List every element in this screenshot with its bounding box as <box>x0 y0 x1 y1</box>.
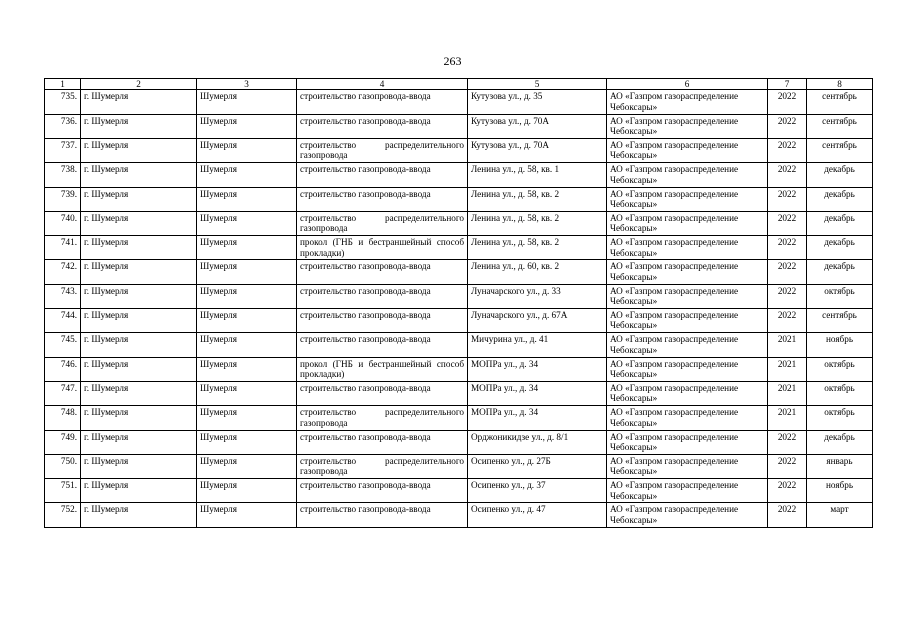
work-type-cell: строительство газопровода-ввода <box>297 114 468 138</box>
municipality-cell: г. Шумерля <box>81 139 197 163</box>
year-cell: 2021 <box>768 381 807 405</box>
organization-cell: АО «Газпром газораспределение Чебоксары» <box>607 454 768 478</box>
month-cell: ноябрь <box>807 333 873 357</box>
locality-cell: Шумерля <box>197 139 297 163</box>
month-cell: декабрь <box>807 236 873 260</box>
row-number: 739. <box>45 187 81 211</box>
address-cell: Ленина ул., д. 58, кв. 2 <box>468 211 607 235</box>
row-number: 743. <box>45 284 81 308</box>
address-cell: Мичурина ул., д. 41 <box>468 333 607 357</box>
year-cell: 2021 <box>768 333 807 357</box>
month-cell: сентябрь <box>807 90 873 114</box>
address-cell: Осипенко ул., д. 37 <box>468 479 607 503</box>
organization-cell: АО «Газпром газораспределение Чебоксары» <box>607 503 768 527</box>
row-number: 752. <box>45 503 81 527</box>
work-type-cell: строительство распределительного газопровода <box>297 406 468 430</box>
locality-cell: Шумерля <box>197 333 297 357</box>
municipality-cell: г. Шумерля <box>81 260 197 284</box>
month-cell: ноябрь <box>807 479 873 503</box>
row-number: 746. <box>45 357 81 381</box>
municipality-cell: г. Шумерля <box>81 430 197 454</box>
month-cell: октябрь <box>807 381 873 405</box>
table-row <box>45 309 873 333</box>
locality-cell: Шумерля <box>197 163 297 187</box>
work-type-cell: строительство газопровода-ввода <box>297 381 468 405</box>
month-cell: декабрь <box>807 260 873 284</box>
address-cell: МОПРа ул., д. 34 <box>468 381 607 405</box>
year-cell: 2021 <box>768 357 807 381</box>
locality-cell: Шумерля <box>197 211 297 235</box>
work-type-cell: строительство газопровода-ввода <box>297 187 468 211</box>
address-cell: Ленина ул., д. 58, кв. 2 <box>468 187 607 211</box>
locality-cell: Шумерля <box>197 284 297 308</box>
municipality-cell: г. Шумерля <box>81 114 197 138</box>
row-number: 750. <box>45 454 81 478</box>
municipality-cell: г. Шумерля <box>81 163 197 187</box>
work-type-cell: строительство распределительного газопровода <box>297 454 468 478</box>
table-row <box>45 454 873 478</box>
work-type-cell: строительство газопровода-ввода <box>297 260 468 284</box>
municipality-cell: г. Шумерля <box>81 333 197 357</box>
table-row <box>45 406 873 430</box>
column-header-4: 4 <box>297 79 468 90</box>
month-cell: сентябрь <box>807 139 873 163</box>
locality-cell: Шумерля <box>197 90 297 114</box>
row-number: 745. <box>45 333 81 357</box>
organization-cell: АО «Газпром газораспределение Чебоксары» <box>607 187 768 211</box>
locality-cell: Шумерля <box>197 260 297 284</box>
row-number: 742. <box>45 260 81 284</box>
work-type-cell: строительство газопровода-ввода <box>297 90 468 114</box>
municipality-cell: г. Шумерля <box>81 211 197 235</box>
table-row <box>45 381 873 405</box>
locality-cell: Шумерля <box>197 406 297 430</box>
row-number: 735. <box>45 90 81 114</box>
year-cell: 2022 <box>768 479 807 503</box>
year-cell: 2022 <box>768 236 807 260</box>
table-row <box>45 236 873 260</box>
municipality-cell: г. Шумерля <box>81 90 197 114</box>
row-number: 736. <box>45 114 81 138</box>
organization-cell: АО «Газпром газораспределение Чебоксары» <box>607 430 768 454</box>
row-number: 737. <box>45 139 81 163</box>
address-cell: Орджоникидзе ул., д. 8/1 <box>468 430 607 454</box>
municipality-cell: г. Шумерля <box>81 236 197 260</box>
locality-cell: Шумерля <box>197 236 297 260</box>
table-row <box>45 503 873 527</box>
address-cell: Луначарского ул., д. 33 <box>468 284 607 308</box>
month-cell: декабрь <box>807 430 873 454</box>
table-row <box>45 357 873 381</box>
municipality-cell: г. Шумерля <box>81 357 197 381</box>
address-cell: МОПРа ул., д. 34 <box>468 406 607 430</box>
work-type-cell: прокол (ГНБ и бестраншейный способ прокладки) <box>297 236 468 260</box>
month-cell: сентябрь <box>807 309 873 333</box>
municipality-cell: г. Шумерля <box>81 381 197 405</box>
municipality-cell: г. Шумерля <box>81 503 197 527</box>
locality-cell: Шумерля <box>197 479 297 503</box>
year-cell: 2022 <box>768 309 807 333</box>
month-cell: сентябрь <box>807 114 873 138</box>
table-row <box>45 430 873 454</box>
locality-cell: Шумерля <box>197 357 297 381</box>
work-type-cell: строительство распределительного газопровода <box>297 211 468 235</box>
gasification-table <box>44 78 873 528</box>
year-cell: 2022 <box>768 211 807 235</box>
column-header-7: 7 <box>768 79 807 90</box>
locality-cell: Шумерля <box>197 381 297 405</box>
address-cell: МОПРа ул., д. 34 <box>468 357 607 381</box>
table-row <box>45 479 873 503</box>
table-row <box>45 333 873 357</box>
column-header-2: 2 <box>81 79 197 90</box>
row-number: 751. <box>45 479 81 503</box>
address-cell: Ленина ул., д. 58, кв. 2 <box>468 236 607 260</box>
work-type-cell: строительство газопровода-ввода <box>297 309 468 333</box>
locality-cell: Шумерля <box>197 114 297 138</box>
municipality-cell: г. Шумерля <box>81 406 197 430</box>
address-cell: Ленина ул., д. 58, кв. 1 <box>468 163 607 187</box>
organization-cell: АО «Газпром газораспределение Чебоксары» <box>607 114 768 138</box>
table-row <box>45 114 873 138</box>
year-cell: 2022 <box>768 90 807 114</box>
month-cell: октябрь <box>807 284 873 308</box>
organization-cell: АО «Газпром газораспределение Чебоксары» <box>607 139 768 163</box>
organization-cell: АО «Газпром газораспределение Чебоксары» <box>607 236 768 260</box>
month-cell: октябрь <box>807 357 873 381</box>
table-row <box>45 187 873 211</box>
organization-cell: АО «Газпром газораспределение Чебоксары» <box>607 260 768 284</box>
year-cell: 2022 <box>768 284 807 308</box>
address-cell: Кутузова ул., д. 70А <box>468 114 607 138</box>
column-header-1: 1 <box>45 79 81 90</box>
locality-cell: Шумерля <box>197 309 297 333</box>
year-cell: 2021 <box>768 406 807 430</box>
year-cell: 2022 <box>768 503 807 527</box>
work-type-cell: строительство газопровода-ввода <box>297 430 468 454</box>
organization-cell: АО «Газпром газораспределение Чебоксары» <box>607 357 768 381</box>
locality-cell: Шумерля <box>197 187 297 211</box>
month-cell: декабрь <box>807 211 873 235</box>
address-cell: Луначарского ул., д. 67А <box>468 309 607 333</box>
work-type-cell: строительство распределительного газопровода <box>297 139 468 163</box>
year-cell: 2022 <box>768 454 807 478</box>
organization-cell: АО «Газпром газораспределение Чебоксары» <box>607 284 768 308</box>
organization-cell: АО «Газпром газораспределение Чебоксары» <box>607 479 768 503</box>
locality-cell: Шумерля <box>197 454 297 478</box>
municipality-cell: г. Шумерля <box>81 187 197 211</box>
column-header-8: 8 <box>807 79 873 90</box>
year-cell: 2022 <box>768 430 807 454</box>
organization-cell: АО «Газпром газораспределение Чебоксары» <box>607 406 768 430</box>
year-cell: 2022 <box>768 114 807 138</box>
month-cell: январь <box>807 454 873 478</box>
municipality-cell: г. Шумерля <box>81 284 197 308</box>
table-row <box>45 211 873 235</box>
row-number: 740. <box>45 211 81 235</box>
table-row <box>45 163 873 187</box>
municipality-cell: г. Шумерля <box>81 309 197 333</box>
header-row <box>45 79 873 90</box>
table-row <box>45 90 873 114</box>
organization-cell: АО «Газпром газораспределение Чебоксары» <box>607 309 768 333</box>
organization-cell: АО «Газпром газораспределение Чебоксары» <box>607 90 768 114</box>
address-cell: Кутузова ул., д. 70А <box>468 139 607 163</box>
work-type-cell: строительство газопровода-ввода <box>297 479 468 503</box>
month-cell: декабрь <box>807 187 873 211</box>
table-row <box>45 139 873 163</box>
municipality-cell: г. Шумерля <box>81 454 197 478</box>
table-row <box>45 284 873 308</box>
work-type-cell: строительство газопровода-ввода <box>297 333 468 357</box>
work-type-cell: прокол (ГНБ и бестраншейный способ прокладки) <box>297 357 468 381</box>
column-header-5: 5 <box>468 79 607 90</box>
work-type-cell: строительство газопровода-ввода <box>297 503 468 527</box>
work-type-cell: строительство газопровода-ввода <box>297 284 468 308</box>
year-cell: 2022 <box>768 260 807 284</box>
municipality-cell: г. Шумерля <box>81 479 197 503</box>
address-cell: Ленина ул., д. 60, кв. 2 <box>468 260 607 284</box>
month-cell: март <box>807 503 873 527</box>
address-cell: Осипенко ул., д. 27Б <box>468 454 607 478</box>
year-cell: 2022 <box>768 187 807 211</box>
organization-cell: АО «Газпром газораспределение Чебоксары» <box>607 163 768 187</box>
locality-cell: Шумерля <box>197 503 297 527</box>
table-body <box>45 90 873 527</box>
work-type-cell: строительство газопровода-ввода <box>297 163 468 187</box>
row-number: 748. <box>45 406 81 430</box>
organization-cell: АО «Газпром газораспределение Чебоксары» <box>607 211 768 235</box>
organization-cell: АО «Газпром газораспределение Чебоксары» <box>607 381 768 405</box>
column-header-3: 3 <box>197 79 297 90</box>
table-header <box>45 79 873 90</box>
row-number: 744. <box>45 309 81 333</box>
address-cell: Кутузова ул., д. 35 <box>468 90 607 114</box>
row-number: 738. <box>45 163 81 187</box>
month-cell: декабрь <box>807 163 873 187</box>
column-header-6: 6 <box>607 79 768 90</box>
organization-cell: АО «Газпром газораспределение Чебоксары» <box>607 333 768 357</box>
row-number: 741. <box>45 236 81 260</box>
address-cell: Осипенко ул., д. 47 <box>468 503 607 527</box>
row-number: 749. <box>45 430 81 454</box>
page-number: 263 <box>443 54 462 68</box>
year-cell: 2022 <box>768 163 807 187</box>
locality-cell: Шумерля <box>197 430 297 454</box>
row-number: 747. <box>45 381 81 405</box>
table-row <box>45 260 873 284</box>
year-cell: 2022 <box>768 139 807 163</box>
month-cell: октябрь <box>807 406 873 430</box>
